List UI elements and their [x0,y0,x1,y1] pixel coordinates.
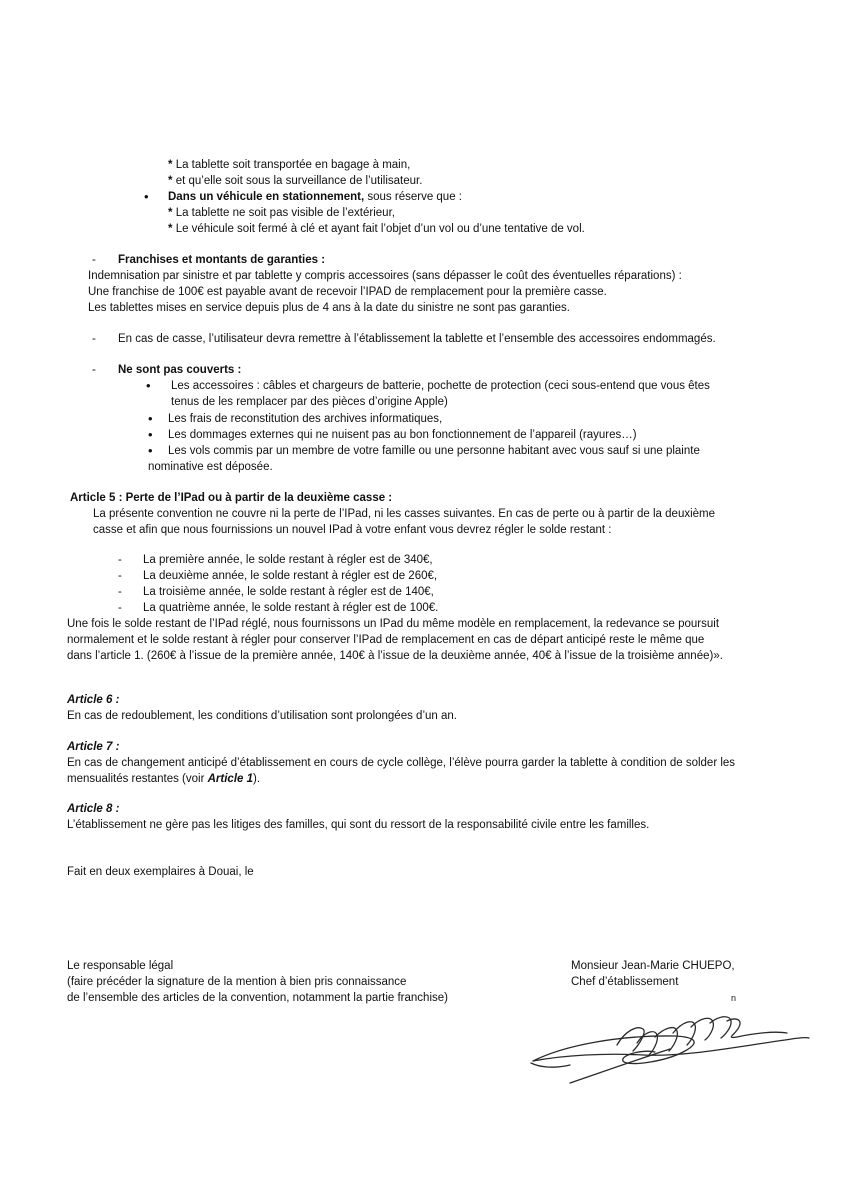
paragraph-line: Indemnisation par sinistre et par tablette y compris accessoires (sans dépasser le coût des éventuelles réparations) : [88,270,682,282]
list-item: Les dommages externes qui ne nuisent pas au bon fonctionnement de l’appareil (rayures…) [168,429,637,441]
section-title: Ne sont pas couverts : [118,364,242,376]
signature-mark: n [731,993,737,1003]
signatory-left-note: (faire précéder la signature de la mention à bien pris connaissance [67,976,407,988]
bullet-icon: • [148,443,153,458]
dash-marker: - [118,602,122,614]
list-item-continuation: tenus de les remplacer par des pièces d’origine Apple) [171,396,448,408]
bullet-icon: • [148,427,153,442]
list-item: La première année, le solde restant à régler est de 340€, [143,554,433,566]
list-item-continuation: nominative est déposée. [148,461,273,473]
bullet-icon: • [144,189,149,204]
list-item: La troisième année, le solde restant à régler est de 140€, [143,586,434,598]
list-item: La quatrième année, le solde restant à régler est de 100€. [143,602,439,614]
signatory-right-title: Chef d’établissement [571,976,679,988]
paragraph-line: En cas de changement anticipé d’établissement en cours de cycle collège, l’élève pourra garder la tablette à condition de solder les [67,757,736,769]
bullet-icon: • [146,378,151,393]
list-item: La deuxième année, le solde restant à régler est de 260€, [143,570,438,582]
paragraph-line: Une fois le solde restant de l’IPad réglé, nous fournissons un IPad du même modèle en remplacement, la redevance se poursuit [67,618,720,630]
article-7-title: Article 7 : [67,741,120,753]
dash-marker: - [118,554,122,566]
dash-marker: - [92,254,96,266]
paragraph-line: L’établissement ne gère pas les litiges des familles, qui sont du ressort de la responsabilité civile entre les familles. [67,819,650,831]
paragraph-line: La présente convention ne couvre ni la perte de l’IPad, ni les casses suivantes. En cas de perte ou à partir de la deuxième [93,508,716,520]
list-item: * et qu’elle soit sous la surveillance de l’utilisateur. [168,175,423,187]
signatory-right-name: Monsieur Jean-Marie CHUEPO, [571,960,735,972]
dash-marker: - [118,586,122,598]
section-title: Franchises et montants de garanties : [118,254,326,266]
article-8-title: Article 8 : [67,803,120,815]
dash-marker: - [92,333,96,345]
list-item: * La tablette ne soit pas visible de l’extérieur, [168,207,395,219]
paragraph-line: casse et afin que nous fournissions un nouvel IPad à votre enfant vous devrez régler le solde restant : [93,524,612,536]
signature-icon [525,1005,815,1090]
dash-marker: - [118,570,122,582]
signatory-left: Le responsable légal [67,960,174,972]
place-date-line: Fait en deux exemplaires à Douai, le [67,866,254,878]
paragraph-line: Une franchise de 100€ est payable avant de recevoir l’IPAD de remplacement pour la première casse. [88,286,607,298]
signatory-left-note: de l’ensemble des articles de la convention, notamment la partie franchise) [67,992,448,1004]
article-5-title: Article 5 : Perte de l’IPad ou à partir de la deuxième casse : [70,492,393,504]
list-item: * La tablette soit transportée en bagage à main, [168,159,411,171]
list-item: Dans un véhicule en stationnement, sous réserve que : [168,191,462,203]
list-item: * Le véhicule soit fermé à clé et ayant fait l’objet d’un vol ou d’une tentative de vol. [168,223,585,235]
paragraph-line: mensualités restantes (voir Article 1). [67,773,261,785]
article-6-title: Article 6 : [67,694,120,706]
paragraph-line: En cas de redoublement, les conditions d’utilisation sont prolongées d’un an. [67,710,457,722]
paragraph-line: normalement et le solde restant à régler pour conserver l’IPad de remplacement en cas de départ anticipé reste le même que [67,634,705,646]
paragraph-line: Les tablettes mises en service depuis plus de 4 ans à la date du sinistre ne sont pas garanties. [88,302,571,314]
paragraph-line: En cas de casse, l’utilisateur devra remettre à l’établissement la tablette et l’ensemble des accessoires endommagés. [118,333,716,345]
list-item: Les accessoires : câbles et chargeurs de batterie, pochette de protection (ceci sous-entend que vous êtes [171,380,710,392]
list-item: Les frais de reconstitution des archives informatiques, [168,413,443,425]
paragraph-line: dans l’article 1. (260€ à l’issue de la première année, 140€ à l’issue de la deuxième année, 40€ à l’issue de la troisième année)». [67,650,723,662]
bullet-icon: • [148,411,153,426]
list-item: Les vols commis par un membre de votre famille ou une personne habitant avec vous sauf si une plainte [168,445,700,457]
dash-marker: - [92,364,96,376]
